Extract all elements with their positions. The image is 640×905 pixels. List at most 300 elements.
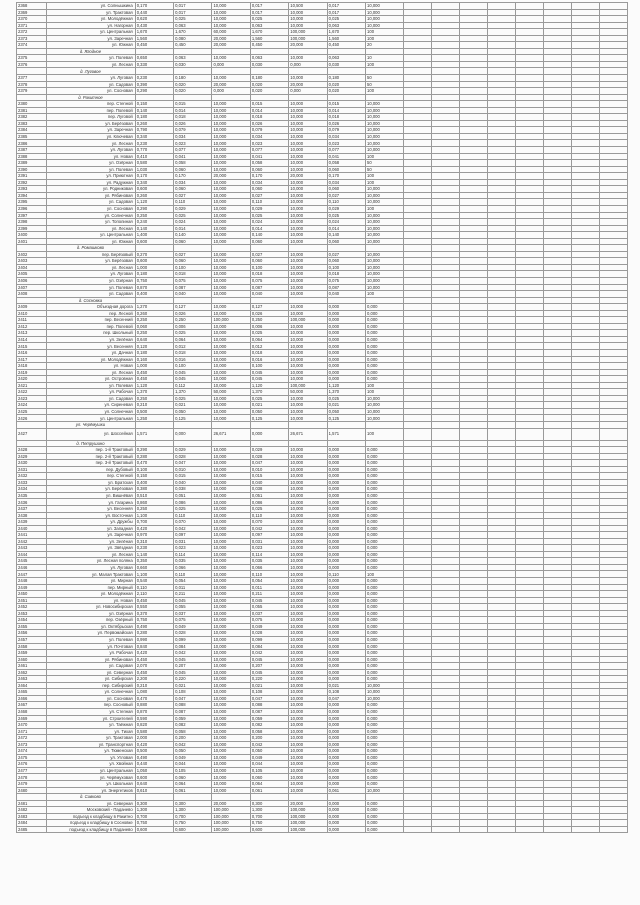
row-number-cell: 2466 bbox=[17, 695, 47, 702]
value-cell: 0,040 bbox=[250, 291, 288, 298]
street-name-cell: ул. Новая bbox=[47, 597, 135, 604]
value-cell: 0,018 bbox=[174, 349, 212, 356]
street-name-cell: ул. Рябиновая bbox=[47, 656, 135, 663]
row-number-cell: 2459 bbox=[17, 650, 47, 657]
value-cell: 0,020 bbox=[327, 88, 365, 95]
value-cell: 0,026 bbox=[250, 120, 288, 127]
value-cell: 10,000 bbox=[289, 291, 327, 298]
value-cell: 10,000 bbox=[289, 179, 327, 186]
value-cell: 10,000 bbox=[212, 363, 250, 370]
value-cell: 0,250 bbox=[250, 317, 288, 324]
street-name-cell: пер. 3-й Трактовый bbox=[47, 460, 135, 467]
value-cell: 0,045 bbox=[174, 376, 212, 383]
value-cell: 0,041 bbox=[327, 153, 365, 160]
value-cell: 10,000 bbox=[289, 669, 327, 676]
value-cell: 0,170 bbox=[135, 3, 173, 10]
value-cell: 0,000 bbox=[327, 447, 365, 454]
row-number-cell: 2382 bbox=[17, 114, 47, 121]
value-cell: 10,000 bbox=[289, 492, 327, 499]
row-number-cell: 2378 bbox=[17, 81, 47, 88]
value-cell: 0,000 bbox=[366, 650, 404, 657]
value-cell: 60,000 bbox=[212, 29, 250, 36]
value-cell: 10,000 bbox=[212, 415, 250, 422]
value-cell: 0,000 bbox=[366, 820, 404, 827]
value-cell: 10,000 bbox=[212, 3, 250, 10]
value-cell: 0,000 bbox=[366, 813, 404, 820]
value-cell: 10,000 bbox=[212, 219, 250, 226]
row-number-cell: 2430 bbox=[17, 460, 47, 467]
value-cell: 10,000 bbox=[289, 251, 327, 258]
value-cell: 10,000 bbox=[289, 761, 327, 768]
value-cell: 100,000 bbox=[289, 813, 327, 820]
value-cell: 1,270 bbox=[135, 304, 173, 311]
value-cell: 0,450 bbox=[250, 42, 288, 49]
street-name-cell: ул. Первомайская bbox=[47, 630, 135, 637]
value-cell: 0,016 bbox=[250, 356, 288, 363]
row-number-cell: 2469 bbox=[17, 715, 47, 722]
value-cell: 0,084 bbox=[250, 643, 288, 650]
value-cell: 0,750 bbox=[174, 820, 212, 827]
value-cell: 0,000 bbox=[327, 479, 365, 486]
street-name-cell: ул. Берёзовая bbox=[47, 258, 135, 265]
value-cell: 10,000 bbox=[289, 473, 327, 480]
value-cell: 0,290 bbox=[135, 205, 173, 212]
value-cell: 0,050 bbox=[250, 408, 288, 415]
value-cell: 0,045 bbox=[174, 597, 212, 604]
street-name-cell: пер. Полевой bbox=[47, 107, 135, 114]
street-name-cell: подъезд к кладбищу в Ракитно bbox=[47, 813, 135, 820]
value-cell: 0,000 bbox=[327, 499, 365, 506]
value-cell: 0,023 bbox=[250, 545, 288, 552]
value-cell: 10,000 bbox=[212, 663, 250, 670]
value-cell: 0,270 bbox=[135, 251, 173, 258]
value-cell: 1,250 bbox=[135, 415, 173, 422]
value-cell: 0,000 bbox=[366, 604, 404, 611]
value-cell: 0,000 bbox=[366, 636, 404, 643]
value-cell: 0,020 bbox=[174, 88, 212, 95]
value-cell: 0,600 bbox=[135, 826, 173, 833]
value-cell: 10,000 bbox=[289, 258, 327, 265]
street-name-cell: Московский - Паданево bbox=[47, 807, 135, 814]
row-number-cell: 2417 bbox=[17, 356, 47, 363]
value-cell: 0,075 bbox=[174, 617, 212, 624]
value-cell: 10,000 bbox=[212, 551, 250, 558]
value-cell: 2,110 bbox=[135, 591, 173, 598]
row-number-cell: 2458 bbox=[17, 643, 47, 650]
street-name-cell: ул. Полевая bbox=[47, 636, 135, 643]
value-cell: 0,010 bbox=[250, 466, 288, 473]
row-number-cell: 2451 bbox=[17, 597, 47, 604]
value-cell: 0,000 bbox=[366, 349, 404, 356]
value-cell: 10,000 bbox=[212, 597, 250, 604]
value-cell: 0,290 bbox=[135, 447, 173, 454]
value-cell: 1,000 bbox=[135, 264, 173, 271]
value-cell: 0,034 bbox=[174, 133, 212, 140]
value-cell: 0,060 bbox=[250, 186, 288, 193]
value-cell: 10,000 bbox=[289, 506, 327, 513]
value-cell: 20,000 bbox=[289, 81, 327, 88]
value-cell: 0,024 bbox=[327, 219, 365, 226]
value-cell: 10,000 bbox=[366, 402, 404, 409]
value-cell: 0,110 bbox=[174, 199, 212, 206]
value-cell: 0,000 bbox=[327, 578, 365, 585]
value-cell: 0,260 bbox=[135, 120, 173, 127]
value-cell: 100,000 bbox=[289, 820, 327, 827]
value-cell: 10,000 bbox=[289, 199, 327, 206]
value-cell: 0,000 bbox=[327, 330, 365, 337]
value-cell: 0,000 bbox=[327, 336, 365, 343]
value-cell: 0,000 bbox=[366, 584, 404, 591]
value-cell: 50,000 bbox=[212, 389, 250, 396]
value-cell: 0,087 bbox=[250, 284, 288, 291]
row-number-cell: 2455 bbox=[17, 623, 47, 630]
value-cell: 0,125 bbox=[250, 415, 288, 422]
value-cell: 0,170 bbox=[174, 173, 212, 180]
value-cell: 0,017 bbox=[327, 3, 365, 10]
value-cell: 10,000 bbox=[289, 271, 327, 278]
value-cell: 0,023 bbox=[327, 140, 365, 147]
value-cell: 0,207 bbox=[250, 663, 288, 670]
value-cell: 0,006 bbox=[174, 323, 212, 330]
row-number-cell: 2402 bbox=[17, 251, 47, 258]
value-cell: 10,000 bbox=[212, 636, 250, 643]
value-cell: 10,000 bbox=[212, 479, 250, 486]
value-cell: 10,000 bbox=[289, 447, 327, 454]
value-cell: 10,000 bbox=[289, 479, 327, 486]
value-cell: 0,000 bbox=[366, 453, 404, 460]
value-cell: 100 bbox=[366, 153, 404, 160]
value-cell: 10,000 bbox=[212, 506, 250, 513]
value-cell: 10,000 bbox=[289, 643, 327, 650]
value-cell: 0,025 bbox=[250, 212, 288, 219]
row-number-cell: 2454 bbox=[17, 617, 47, 624]
value-cell: 2,200 bbox=[135, 676, 173, 683]
row-number-cell: 2388 bbox=[17, 153, 47, 160]
street-name-cell: ул. Звёздная bbox=[47, 545, 135, 552]
value-cell: 10,000 bbox=[289, 101, 327, 108]
value-cell: 10,000 bbox=[289, 663, 327, 670]
street-name-cell: ул. Приютная bbox=[47, 173, 135, 180]
value-cell: 0,000 bbox=[327, 663, 365, 670]
value-cell: 0,000 bbox=[327, 551, 365, 558]
value-cell: 0,021 bbox=[250, 682, 288, 689]
value-cell: 0,580 bbox=[135, 728, 173, 735]
value-cell: 100,000 bbox=[289, 35, 327, 42]
value-cell: 10,000 bbox=[366, 395, 404, 402]
row-number-cell: 2436 bbox=[17, 499, 47, 506]
row-number-cell: 2426 bbox=[17, 415, 47, 422]
value-cell: 0,125 bbox=[327, 415, 365, 422]
value-cell: 0,970 bbox=[135, 532, 173, 539]
value-cell: 0,180 bbox=[174, 75, 212, 82]
value-cell: 0,018 bbox=[250, 114, 288, 121]
value-cell: 10,000 bbox=[366, 212, 404, 219]
value-cell: 0,058 bbox=[174, 728, 212, 735]
value-cell: 0,045 bbox=[250, 656, 288, 663]
street-name-cell: ул. Сосновая bbox=[47, 205, 135, 212]
street-name-cell: ул. Северная bbox=[47, 669, 135, 676]
value-cell: 10,000 bbox=[289, 486, 327, 493]
row-number-cell: 2462 bbox=[17, 669, 47, 676]
value-cell: 20,000 bbox=[212, 42, 250, 49]
settlement-name-cell: д. Сивково bbox=[47, 794, 135, 801]
value-cell: 0,370 bbox=[135, 610, 173, 617]
value-cell: 10,000 bbox=[289, 349, 327, 356]
value-cell: 0,066 bbox=[174, 564, 212, 571]
value-cell: 0,000 bbox=[212, 88, 250, 95]
value-cell: 0,750 bbox=[250, 820, 288, 827]
row-number-cell: 2399 bbox=[17, 225, 47, 232]
value-cell: 10,000 bbox=[212, 656, 250, 663]
value-cell: 10,000 bbox=[289, 343, 327, 350]
value-cell: 0,088 bbox=[250, 702, 288, 709]
value-cell: 0,000 bbox=[366, 669, 404, 676]
value-cell: 1,370 bbox=[174, 389, 212, 396]
value-cell: 0,610 bbox=[135, 787, 173, 794]
value-cell: 10,000 bbox=[366, 219, 404, 226]
value-cell: 0,042 bbox=[250, 525, 288, 532]
value-cell: 0,211 bbox=[174, 591, 212, 598]
value-cell: 10,000 bbox=[212, 192, 250, 199]
row-number-cell: 2405 bbox=[17, 271, 47, 278]
value-cell: 10 bbox=[366, 55, 404, 62]
empty-cell bbox=[516, 428, 544, 440]
value-cell: 10,000 bbox=[212, 610, 250, 617]
value-cell: 0,021 bbox=[327, 682, 365, 689]
street-name-cell: ул. Лесная поляна bbox=[47, 558, 135, 565]
value-cell: 10,000 bbox=[289, 376, 327, 383]
value-cell: 20,000 bbox=[212, 35, 250, 42]
value-cell: 0,000 bbox=[327, 453, 365, 460]
value-cell: 10,000 bbox=[289, 153, 327, 160]
row-number-cell: 2411 bbox=[17, 317, 47, 324]
value-cell: 100,000 bbox=[289, 826, 327, 833]
value-cell: 0,790 bbox=[135, 127, 173, 134]
value-cell: 10,000 bbox=[212, 395, 250, 402]
street-name-cell: пер. Полевой bbox=[47, 323, 135, 330]
value-cell: 10,000 bbox=[212, 160, 250, 167]
row-number-cell: 2421 bbox=[17, 382, 47, 389]
row-number-cell: 2371 bbox=[17, 22, 47, 29]
row-number-cell: 2396 bbox=[17, 205, 47, 212]
value-cell: 0,021 bbox=[174, 402, 212, 409]
value-cell: 0,050 bbox=[250, 748, 288, 755]
value-cell: 10,000 bbox=[212, 284, 250, 291]
value-cell: 0,035 bbox=[250, 558, 288, 565]
value-cell: 10,000 bbox=[212, 735, 250, 742]
empty-cell bbox=[432, 826, 460, 833]
value-cell: 10,000 bbox=[366, 264, 404, 271]
row-number-cell: 2377 bbox=[17, 75, 47, 82]
street-name-cell: ул. Черёмуховая bbox=[47, 774, 135, 781]
row-number-cell: 2446 bbox=[17, 564, 47, 571]
value-cell: 0,100 bbox=[250, 264, 288, 271]
value-cell: 10,000 bbox=[366, 415, 404, 422]
value-cell: 10,000 bbox=[289, 363, 327, 370]
street-name-cell: ул. Степная bbox=[47, 708, 135, 715]
value-cell: 0,060 bbox=[174, 238, 212, 245]
value-cell: 10,000 bbox=[212, 492, 250, 499]
value-cell: 10,000 bbox=[212, 127, 250, 134]
value-cell: 0,025 bbox=[174, 16, 212, 23]
value-cell: 1,140 bbox=[135, 551, 173, 558]
value-cell: 0,000 bbox=[327, 741, 365, 748]
street-name-cell: подъезд к кладбищу в Паданево bbox=[47, 826, 135, 833]
row-number-cell: 2403 bbox=[17, 258, 47, 265]
value-cell: 0,000 bbox=[327, 591, 365, 598]
value-cell: 10,000 bbox=[212, 578, 250, 585]
row-number-cell: 2400 bbox=[17, 232, 47, 239]
value-cell: 100 bbox=[366, 428, 404, 440]
value-cell: 0,250 bbox=[135, 212, 173, 219]
value-cell: 0,230 bbox=[135, 75, 173, 82]
empty-cell bbox=[571, 826, 599, 833]
empty-cell bbox=[460, 428, 488, 440]
value-cell: 0,000 bbox=[327, 623, 365, 630]
street-name-cell: ул. Молодёжная bbox=[47, 591, 135, 598]
value-cell: 0,200 bbox=[250, 735, 288, 742]
row-number-cell: 2442 bbox=[17, 538, 47, 545]
row-number-cell: 2379 bbox=[17, 88, 47, 95]
value-cell: 10,000 bbox=[212, 650, 250, 657]
value-cell: 10,000 bbox=[289, 748, 327, 755]
value-cell: 10,000 bbox=[289, 238, 327, 245]
value-cell: 10,000 bbox=[366, 238, 404, 245]
value-cell: 0,870 bbox=[135, 284, 173, 291]
value-cell: 10,000 bbox=[289, 264, 327, 271]
value-cell: 0,000 bbox=[327, 506, 365, 513]
row-number-cell: 2472 bbox=[17, 735, 47, 742]
value-cell: 10,000 bbox=[366, 16, 404, 23]
value-cell: 10,000 bbox=[212, 336, 250, 343]
street-name-cell: ул. Заречная bbox=[47, 127, 135, 134]
row-number-cell: 2425 bbox=[17, 408, 47, 415]
street-name-cell: ул. Весенняя bbox=[47, 506, 135, 513]
value-cell: 10,000 bbox=[212, 708, 250, 715]
street-name-cell: ул. Западная bbox=[47, 525, 135, 532]
street-name-cell: ул. Садовая bbox=[47, 81, 135, 88]
value-cell: 0,000 bbox=[327, 715, 365, 722]
street-name-cell: ул. Малая Трактовая bbox=[47, 571, 135, 578]
value-cell: 0,300 bbox=[250, 800, 288, 807]
row-number-cell: 2484 bbox=[17, 820, 47, 827]
value-cell: 10,000 bbox=[289, 453, 327, 460]
value-cell: 10,000 bbox=[289, 532, 327, 539]
value-cell: 0,058 bbox=[250, 728, 288, 735]
value-cell: 0,099 bbox=[250, 636, 288, 643]
value-cell: 0,021 bbox=[174, 682, 212, 689]
street-name-cell: ул. Энергетиков bbox=[47, 787, 135, 794]
value-cell: 10,000 bbox=[366, 199, 404, 206]
value-cell: 10,000 bbox=[289, 604, 327, 611]
value-cell: 0,027 bbox=[250, 251, 288, 258]
value-cell: 0,000 bbox=[366, 623, 404, 630]
value-cell: 10,000 bbox=[289, 395, 327, 402]
value-cell: 1,560 bbox=[327, 35, 365, 42]
value-cell: 10,000 bbox=[289, 512, 327, 519]
street-name-cell: ул. Тополиная bbox=[47, 219, 135, 226]
value-cell: 0,017 bbox=[250, 3, 288, 10]
value-cell: 20,000 bbox=[212, 800, 250, 807]
value-cell: 1,120 bbox=[250, 382, 288, 389]
row-number-cell: 2448 bbox=[17, 578, 47, 585]
value-cell: 0,063 bbox=[250, 55, 288, 62]
value-cell: 0,840 bbox=[135, 643, 173, 650]
row-number-cell: 2414 bbox=[17, 336, 47, 343]
value-cell: 0,000 bbox=[327, 636, 365, 643]
value-cell: 10,000 bbox=[212, 349, 250, 356]
value-cell: 0,600 bbox=[135, 258, 173, 265]
value-cell: 100,000 bbox=[289, 382, 327, 389]
value-cell: 0,250 bbox=[135, 395, 173, 402]
street-name-cell: ул. Берёзовая bbox=[47, 486, 135, 493]
value-cell: 0,110 bbox=[174, 512, 212, 519]
street-name-cell: ул. Дружбы bbox=[47, 519, 135, 526]
value-cell: 0,029 bbox=[174, 447, 212, 454]
street-name-cell: ул. Тюменская bbox=[47, 748, 135, 755]
value-cell: 0,021 bbox=[250, 402, 288, 409]
value-cell: 0,207 bbox=[174, 663, 212, 670]
row-number-cell: 2368 bbox=[17, 3, 47, 10]
value-cell: 0,100 bbox=[174, 264, 212, 271]
value-cell: 0,250 bbox=[135, 317, 173, 324]
value-cell: 0,015 bbox=[250, 101, 288, 108]
value-cell: 0,010 bbox=[174, 466, 212, 473]
value-cell: 0,000 bbox=[366, 735, 404, 742]
value-cell: 10,000 bbox=[212, 408, 250, 415]
street-name-cell: ул. Садовая bbox=[47, 199, 135, 206]
value-cell: 0,031 bbox=[174, 538, 212, 545]
value-cell: 0,870 bbox=[135, 708, 173, 715]
row-number-cell: 2383 bbox=[17, 120, 47, 127]
row-number-cell: 2424 bbox=[17, 402, 47, 409]
value-cell: 10,000 bbox=[289, 630, 327, 637]
table-row bbox=[17, 428, 628, 440]
value-cell: 0,000 bbox=[366, 826, 404, 833]
value-cell: 0,042 bbox=[174, 650, 212, 657]
value-cell: 0,000 bbox=[366, 663, 404, 670]
value-cell: 0,031 bbox=[250, 538, 288, 545]
value-cell: 0,280 bbox=[135, 453, 173, 460]
value-cell: 1,300 bbox=[250, 807, 288, 814]
value-cell: 0,075 bbox=[250, 277, 288, 284]
value-cell: 0,014 bbox=[174, 225, 212, 232]
value-cell: 10,000 bbox=[366, 127, 404, 134]
value-cell: 10,000 bbox=[212, 669, 250, 676]
value-cell: 50,000 bbox=[289, 389, 327, 396]
street-name-cell: ул. Солнечная bbox=[47, 408, 135, 415]
value-cell: 0,045 bbox=[250, 376, 288, 383]
value-cell: 0,000 bbox=[212, 61, 250, 68]
row-number-cell: 2443 bbox=[17, 545, 47, 552]
value-cell: 0,000 bbox=[327, 473, 365, 480]
value-cell: 0,000 bbox=[366, 767, 404, 774]
value-cell: 0,170 bbox=[327, 173, 365, 180]
row-number-cell: 2477 bbox=[17, 767, 47, 774]
value-cell: 0,018 bbox=[174, 271, 212, 278]
value-cell: 0,049 bbox=[174, 623, 212, 630]
value-cell: 10,000 bbox=[366, 192, 404, 199]
street-name-cell: пер. Мирный bbox=[47, 584, 135, 591]
value-cell: 1,571 bbox=[327, 428, 365, 440]
value-cell: 0,450 bbox=[135, 369, 173, 376]
settlement-name-cell: д. Сосновка bbox=[47, 297, 135, 304]
value-cell: 10,000 bbox=[212, 9, 250, 16]
value-cell: 10,000 bbox=[289, 310, 327, 317]
street-name-cell: ул. Лесная bbox=[47, 264, 135, 271]
value-cell: 10,000 bbox=[289, 460, 327, 467]
value-cell: 0,049 bbox=[174, 754, 212, 761]
